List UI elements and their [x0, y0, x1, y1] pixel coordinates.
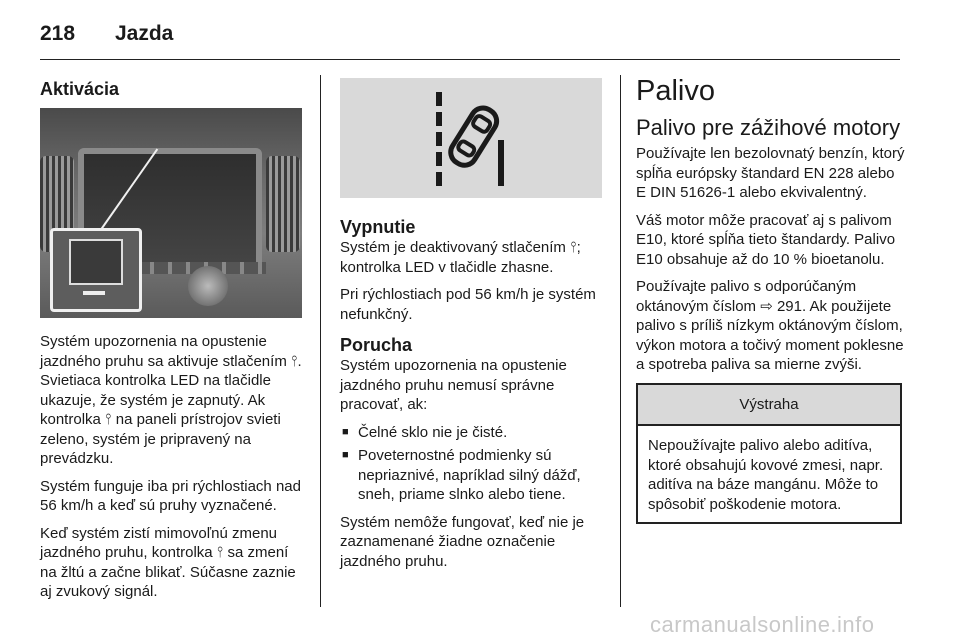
- activation-paragraph-1: Systém upozornenia na opustenie jazdného pruhu sa aktivuje stlačením ⫯. Svietiaca kontrolka LED na tlačidle ukazuje, že systém je zapnutý. Ak kontrolka ⫯ na paneli prístrojov svieti zeleno, systém je pripravený na prevádzku.: [40, 333, 302, 467]
- section-subtitle-petrol: Palivo pre zážihové motory: [636, 115, 901, 140]
- fuel-paragraph-1: Používajte len bezolovnatý benzín, ktorý spĺňa európsky štandard EN 228 alebo E DIN 51626-1 alebo ekvivalentný.: [636, 145, 905, 201]
- control-knob: [188, 266, 228, 306]
- deactivation-paragraph-1: Systém je deaktivovaný stlačením ⫯; kontrolka LED v tlačidle zhasne.: [340, 239, 581, 276]
- deactivation-paragraph-2: Pri rýchlostiach pod 56 km/h je systém nefunkčný.: [340, 286, 596, 323]
- section-heading-activation: Aktivácia: [40, 79, 120, 99]
- section-title-fuel: Palivo: [636, 75, 715, 107]
- warning-box: [636, 383, 902, 525]
- button-led: [83, 291, 105, 295]
- lane-button-inset: [50, 228, 142, 312]
- lane-departure-button-icon: [69, 239, 123, 285]
- fuel-paragraph-3: Používajte palivo s odporúčaným oktánovým číslom ⇨ 291. Ak použijete palivo s príliš nízkym oktánovým číslom, výkon motora a točivý moment poklesne a spotreba paliva sa mierne zvýši.: [636, 278, 904, 373]
- fault-paragraph-2: Systém nemôže fungovať, keď nie je zaznamenané žiadne označenie jazdného pruhu.: [340, 513, 585, 570]
- warning-title: Výstraha: [638, 385, 900, 427]
- column-divider-2: [620, 75, 621, 607]
- activation-paragraph-2: Systém funguje iba pri rýchlostiach nad 56 km/h a keď sú pruhy vyznačené.: [40, 477, 301, 514]
- section-heading-deactivation: Vypnutie: [340, 217, 416, 237]
- page-number: 218: [40, 22, 76, 45]
- warning-text: Nepoužívajte palivo alebo aditíva, ktoré obsahujú kovové zmesi, napr. aditíva na báze mangánu. Môže to spôsobiť poškodenie motora.: [648, 437, 884, 513]
- header-divider: [40, 59, 900, 60]
- lane-departure-symbol-panel: [340, 78, 602, 198]
- list-item: ■ Čelné sklo nie je čisté.: [340, 423, 606, 443]
- fault-paragraph-1: Systém upozornenia na opustenie jazdného pruhu nemusí správne pracovať, ak:: [340, 357, 567, 413]
- chapter-title: Jazda: [115, 22, 174, 45]
- fault-conditions-list: [340, 423, 606, 505]
- page-header: [40, 18, 900, 58]
- dashboard-photo: [40, 108, 302, 318]
- column-fuel: [636, 70, 906, 524]
- section-heading-fault: Porucha: [340, 335, 413, 355]
- lane-departure-icon: [430, 90, 510, 186]
- air-vent-right: [266, 156, 300, 252]
- fuel-paragraph-2: Váš motor môže pracovať aj s palivom E10, ktoré spĺňa tieto štandardy. Palivo E10 obsahuje až do 10 % bioetanolu.: [636, 211, 896, 268]
- column-activation: [40, 70, 306, 610]
- column-divider-1: [320, 75, 321, 607]
- watermark: carmanualsonline.info: [650, 612, 875, 637]
- list-item: ■ Poveternostné podmienky sú nepriaznivé, napríklad silný dážď, sneh, priame slnko alebo tiene.: [340, 446, 606, 505]
- activation-paragraph-3: Keď systém zistí mimovoľnú zmenu jazdného pruhu, kontrolka ⫯ sa zmení na žltú a začne blikať. Súčasne zaznie aj zvukový signál.: [40, 524, 296, 600]
- column-deactivation: [340, 70, 606, 579]
